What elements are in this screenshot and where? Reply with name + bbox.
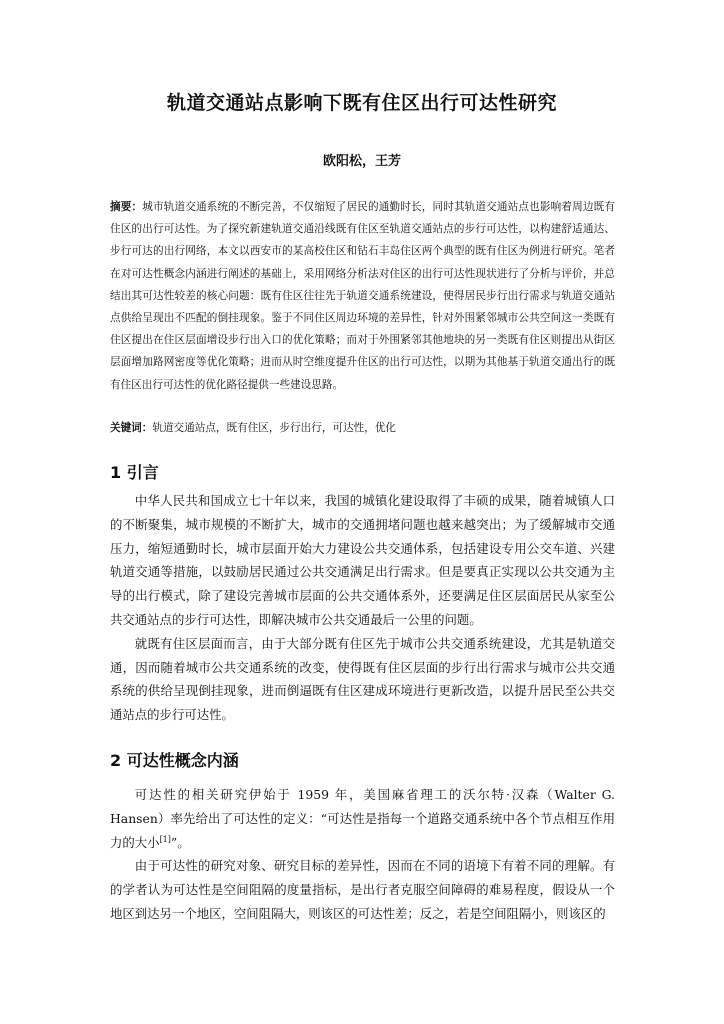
paragraph [110, 783, 615, 854]
paragraph-text: 可达性的相关研究伊始于 1959 年，美国麻省理工的沃尔特·汉森（Walter G. Hansen）率先给出了可达性的定义：“可达性是指每一个道路交通系统中各个节点相互作用力的大小 [110, 787, 615, 850]
citation[interactable]: [1] [159, 834, 171, 844]
paragraph: 由于可达性的研究对象、研究目标的差异性，因而在不同的语境下有着不同的理解。有的学者认为可达性是空间阻隔的度量指标，是出行者克服空间障碍的难易程度，假设从一个地区到达另一个地区，空间阻隔大，则该区的可达性差；反之，若是空间阻隔小，则该区的 [110, 858, 615, 921]
paper-authors: 欧阳松，王芳 [322, 154, 401, 169]
keywords [110, 418, 615, 438]
section-accessibility-concept [110, 783, 615, 926]
abstract-label: 摘要： [110, 201, 143, 213]
paper-title: 轨道交通站点影响下既有住区出行可达性研究 [166, 92, 557, 114]
paragraph: 就既有住区层面而言，由于大部分既有住区先于城市公共交通系统建设，尤其是轨道交通，因而随着城市公共交通系统的改变，使得既有住区层面的步行出行需求与城市公共交通系统的供给呈现倒挂现象，进而倒逼既有住区建成环境进行更新改造，以提升居民至公共交通站点的步行可达性。 [110, 635, 615, 723]
paragraph-end: ”。 [170, 834, 190, 850]
keywords-text: 轨道交通站点，既有住区，步行出行，可达性，优化 [152, 422, 397, 434]
paragraph: 中华人民共和国成立七十年以来，我国的城镇化建设取得了丰硕的成果，随着城镇人口的不断聚集，城市规模的不断扩大，城市的交通拥堵问题也越来越突出；为了缓解城市交通压力，缩短通勤时长，城市层面开始大力建设公共交通体系，包括建设专用公交车道、兴建轨道交通等措施，以鼓励居民通过公共交通满足出行需求。但是要真正实现以公共交通为主导的出行模式，除了建设完善城市层面的公共交通体系外，还要满足住区层面居民从家至公共交通站点的步行可达性，即解决城市公共交通最后一公里的问题。 [110, 493, 615, 627]
abstract-text: 城市轨道交通系统的不断完善，不仅缩短了居民的通勤时长，同时其轨道交通站点也影响着周边既有住区的出行可达性。为了探究新建轨道交通沿线既有住区至轨道交通站点的步行可达性，以构建舒适通达、步行可达的出行网络，本文以西安市的某高校住区和钻石丰岛住区两个典型的既有住区为例进行研究。笔者在对可达性概念内涵进行阐述的基础上，采用网络分析法对住区的出行可达性现状进行了分析与评价，并总结出其可达性较差的核心问题：既有住区往往先于轨道交通系统建设，使得居民步行出行需求与轨道交通站点供给呈现出不匹配的倒挂现象。鉴于不同住区周边环境的差异性，针对外围紧邻城市公共空间这一类既有住区提出在住区层面增设步行出入口的优化策略；而对于外围紧邻其他地块的另一类既有住区则提出从街区层面增加路网密度等优化策略；进而从时空维度提升住区的出行可达性，以期为其他基于轨道交通出行的既有住区出行可达性的优化路径提供一些建设思路。 [110, 201, 616, 391]
abstract [110, 196, 615, 396]
keywords-label: 关键词： [110, 422, 153, 434]
section-heading-accessibility-concept: 2 可达性概念内涵 [110, 751, 239, 770]
section-heading-introduction: 1 引言 [110, 463, 159, 482]
section-introduction [110, 489, 615, 727]
